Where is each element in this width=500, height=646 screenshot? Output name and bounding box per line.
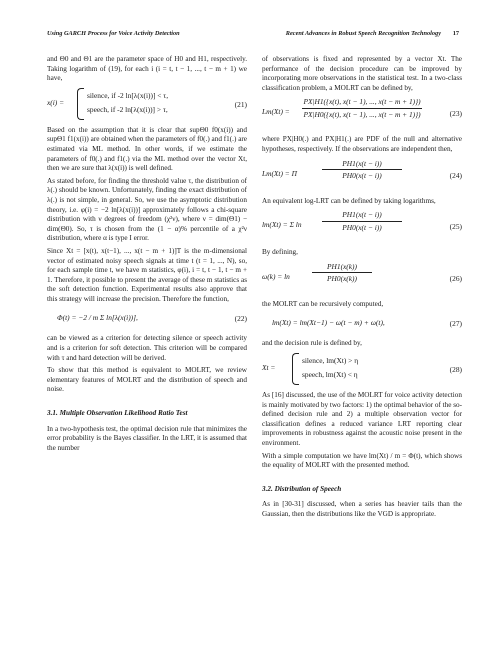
equation-28 bbox=[262, 353, 462, 387]
paragraph: can be viewed as a criterion for detecting silence or speech activity and is a criterion for soft detection. This criterion will be compared with τ and hard detection will be derived. bbox=[47, 334, 247, 362]
running-header bbox=[47, 30, 459, 42]
fraction-numerator: PH1(x(t − i)) bbox=[322, 159, 402, 171]
equation-number: (25) bbox=[449, 222, 462, 232]
fraction-numerator: PX|H1({x(t), x(t − 1), ..., x(t − m + 1)}) bbox=[302, 97, 422, 109]
equation-27 bbox=[262, 313, 462, 335]
equation-26 bbox=[262, 262, 462, 296]
paragraph: Since Xt = [x(t), x(t−1), ..., x(t − m + 1)]T is the m-dimensional vector of estimated noisy speech signals at time t (t = 1, ..., N), so, for each sample time t, we have m statistics, φ(i), i = t, t − 1, t − m + 1. Therefore, it possible to present the average of these m statistics as the soft detection function. Experimental results also approve that this strategy will increase the precision. Therefore the function, bbox=[47, 246, 247, 303]
equation-23 bbox=[262, 97, 462, 131]
equation-case: speech, if -2 ln[λ(x(i))] > τ, bbox=[87, 104, 168, 114]
paragraph: and the decision rule is defined by, bbox=[262, 339, 362, 348]
equation-fraction bbox=[322, 159, 402, 181]
equation-lhs: Lm(Xt) = bbox=[262, 107, 290, 117]
fraction-denominator: PH0(x(t − i)) bbox=[342, 171, 382, 181]
equation-fraction bbox=[322, 210, 402, 232]
paragraph: In a two-hypothesis test, the optimal decision rule that minimizes the error probability is the Bayes classifier. In the LRT, it is assumed that the number bbox=[47, 424, 247, 452]
header-left-title: Using GARCH Process for Voice Activity Detection bbox=[47, 30, 180, 37]
paragraph: Based on the assumption that it is clear that supΘ0 f0(x(i)) and supΘ1 f1(x(i)) are obtained when the parameters of f0(.) and f1(.) are estimated via ML method. In other words, if we estimate the parameters of f0(.) and f1(.) via the ML method over the vector Xt, then we are sure that λ(x(i)) is well defined. bbox=[47, 125, 247, 173]
fraction-denominator: PH0(x(t − i)) bbox=[342, 222, 382, 232]
equation-case: speech, lm(Xt) < η bbox=[302, 369, 358, 379]
paragraph: An equivalent log-LRT can be defined by taking logarithms, bbox=[262, 196, 436, 205]
equation-lhs: Xt = bbox=[262, 362, 276, 372]
right-column bbox=[262, 55, 462, 522]
paragraph: where PX|H0(.) and PX|H1(.) are PDF of the null and alternative hypotheses, respectively. If the observations are independent then, bbox=[262, 135, 462, 153]
paragraph: As in [30-31] discussed, when a series has heavier tails than the Gaussian, then the distributions like the VGD is appropriate. bbox=[262, 500, 462, 518]
equation-fraction bbox=[302, 97, 422, 119]
paragraph: As stated before, for finding the threshold value τ, the distribution of λ(.) should be known. Unfortunately, finding the exact distribution of λ(.) is not simple, in general. So, we use the asymptotic distribution theory, i.e. φ(i) = −2 ln[λ(x(i))] approximately follows a chi-square distribution with ν degrees of freedom (χ²ν), where ν = dim(Θ1) − dim(Θ0). So, τ is chosen from the (1 − α)% percentile of a χ²ν distribution, where α is type I error. bbox=[47, 176, 247, 243]
paragraph: To show that this method is equivalent to MOLRT, we review elementary features of MOLRT and the distribution of speech and noise. bbox=[47, 366, 247, 394]
equation-case: silence, lm(Xt) > η bbox=[302, 355, 359, 365]
section-heading: 3.2. Distribution of Speech bbox=[262, 484, 342, 493]
equation-25 bbox=[262, 210, 462, 244]
equation-lhs: lm(Xt) = Σ ln bbox=[262, 220, 302, 230]
paragraph: of observations is fixed and represented by a vector Xt. The performance of the decision procedure can be improved by incorporating more observations in the statistical test. In a two-class classification problem, a MOLRT can be defined by, bbox=[262, 55, 462, 92]
cases-brace bbox=[292, 353, 299, 385]
equation-22 bbox=[47, 308, 247, 330]
equation-case: silence, if -2 ln[λ(x(i))] < τ, bbox=[87, 90, 169, 100]
section-heading: 3.1. Multiple Observation Likelihood Ratio Test bbox=[47, 409, 188, 418]
equation-number: (21) bbox=[234, 99, 247, 109]
page-number: 17 bbox=[452, 30, 459, 37]
equation-number: (22) bbox=[234, 314, 247, 324]
fraction-denominator: PH0(x(k)) bbox=[327, 274, 357, 284]
equation-body: lm(Xt) = lm(Xt−1) − ω(t − m) + ω(t), bbox=[272, 318, 385, 328]
equation-lhs: ω(k) = ln bbox=[262, 271, 290, 281]
fraction-numerator: PH1(x(t − i)) bbox=[322, 210, 402, 222]
equation-number: (27) bbox=[449, 319, 462, 329]
paragraph: and Θ0 and Θ1 are the parameter space of H0 and H1, respectively. Taking logarithm of (19), for each i (i = t, t − 1, ..., t − m + 1) we have, bbox=[47, 55, 247, 83]
paragraph: By defining, bbox=[262, 248, 298, 257]
equation-lhs: Lm(Xt) = Π bbox=[262, 168, 297, 178]
fraction-denominator: PX|H0({x(t), x(t − 1), ..., x(t − m + 1)}) bbox=[303, 109, 421, 119]
equation-number: (23) bbox=[449, 109, 462, 119]
paragraph: the MOLRT can be recursively computed, bbox=[262, 299, 384, 308]
equation-24 bbox=[262, 159, 462, 193]
paragraph: With a simple computation we have lm(Xt) / m = Φ(t), which shows the equality of MOLRT with the presented method. bbox=[262, 451, 462, 470]
fraction-numerator: PH1(x(k)) bbox=[312, 262, 372, 274]
header-right-title: Recent Advances in Robust Speech Recognition Technology bbox=[285, 30, 441, 37]
equation-lhs: x(i) = bbox=[47, 97, 65, 107]
equation-21 bbox=[47, 88, 247, 122]
equation-body: Φ(t) = −2 / m Σ ln[λ(x(i))], bbox=[57, 313, 138, 323]
equation-fraction bbox=[312, 262, 372, 284]
paragraph: As [16] discussed, the use of the MOLRT for voice activity detection is mainly motivated by two factors: 1) the optimal behavior of the so-defined decision rule and 2) a multiple observation vector for classification defines a reduced variance LRT reporting clear improvements in robustness against the acoustic noise present in the environment. bbox=[262, 390, 463, 447]
cases-brace bbox=[77, 88, 84, 120]
equation-number: (24) bbox=[449, 170, 462, 180]
left-column bbox=[47, 55, 247, 456]
equation-number: (26) bbox=[449, 273, 462, 283]
equation-number: (28) bbox=[449, 364, 462, 374]
